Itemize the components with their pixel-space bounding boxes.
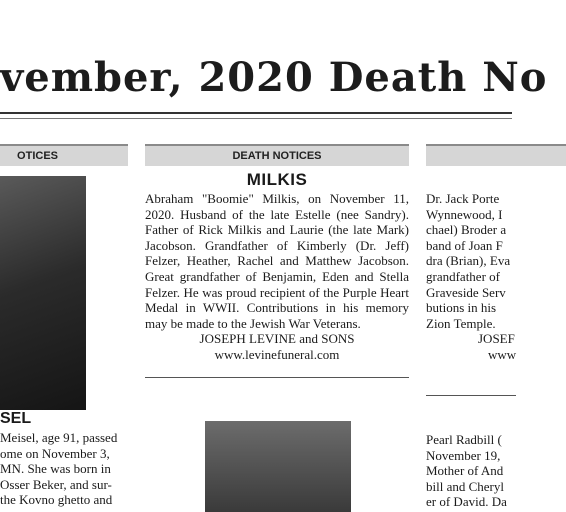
middle-column-header: DEATH NOTICES bbox=[145, 144, 409, 166]
text-line: grandfather of bbox=[426, 268, 500, 284]
obituary-photo-middle bbox=[205, 421, 351, 512]
text-line: MN. She was born in bbox=[0, 461, 111, 477]
text-line: er of David. Da bbox=[426, 494, 507, 510]
text-line: Graveside Serv bbox=[426, 284, 506, 300]
text-line: band of Joan F bbox=[426, 237, 503, 253]
text-line: Zion Temple. bbox=[426, 315, 496, 331]
text-line: Dr. Jack Porte bbox=[426, 191, 500, 206]
obituary-text: Abraham "Boomie" Milkis, on November 11, 2020. Husband of the late Estelle (nee Sandry). Father of Rick Milkis and Laurie (the late Mark) Jacobson. Grandfather of Kimberly (Dr. Jeff) Felzer, Heather, Rachel and Matthew Jacobson. Great grandfather of Benjamin, Eden and Stella Felzer. He was proud recipient of the Purple Heart Medal in WWII. Contributions in his memory may be made to the Jewish War Veterans. bbox=[145, 191, 409, 331]
text-line: dra (Brian), Eva bbox=[426, 253, 511, 269]
page-banner-title: vember, 2020 Death No bbox=[0, 54, 548, 101]
funeral-home-name: JOSEF bbox=[478, 331, 515, 347]
text-line: Mother of And bbox=[426, 463, 504, 479]
text-line: butions in his bbox=[426, 300, 497, 316]
text-line: bill and Cheryl bbox=[426, 478, 504, 494]
funeral-home-website: www.levinefuneral.com bbox=[214, 347, 340, 363]
text-line: Osser Beker, and sur- bbox=[0, 476, 112, 492]
text-line: Pearl Radbill ( bbox=[426, 432, 502, 447]
text-line: ome on November 3, bbox=[0, 445, 110, 461]
obituary-divider bbox=[426, 395, 516, 396]
banner-rule-thin bbox=[0, 118, 512, 119]
funeral-home-website: www bbox=[488, 347, 517, 363]
text-line: the Kovno ghetto and bbox=[0, 492, 113, 508]
left-column bbox=[0, 144, 128, 166]
text-line: chael) Broder a bbox=[426, 222, 507, 238]
right-column bbox=[426, 144, 566, 166]
text-line: Meisel, age 91, passed bbox=[0, 430, 118, 445]
funeral-home-name: JOSEPH LEVINE and SONS bbox=[199, 331, 355, 347]
obituary-photo-left bbox=[0, 176, 86, 410]
right-obituary-text-2 bbox=[426, 432, 526, 510]
left-obituary-text bbox=[0, 430, 128, 508]
obituary-divider bbox=[145, 377, 409, 378]
text-line: Wynnewood, I bbox=[426, 206, 503, 222]
left-obituary-name: SEL bbox=[0, 410, 32, 427]
banner-rule bbox=[0, 112, 512, 114]
left-column-header: OTICES bbox=[0, 144, 128, 166]
middle-column bbox=[145, 144, 409, 378]
right-column-header bbox=[426, 144, 566, 166]
right-obituary-text bbox=[426, 191, 526, 363]
text-line: November 19, bbox=[426, 447, 501, 463]
obituary-name: MILKIS bbox=[246, 170, 308, 189]
